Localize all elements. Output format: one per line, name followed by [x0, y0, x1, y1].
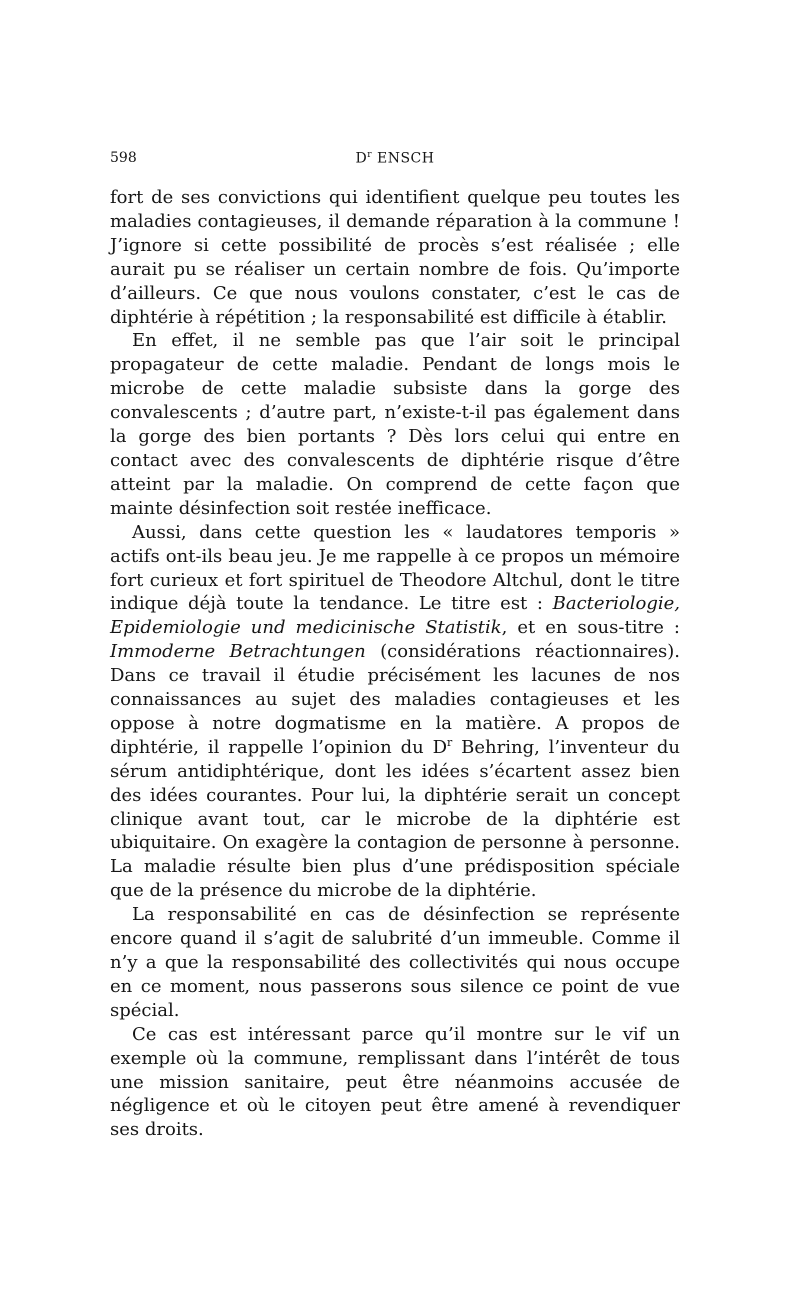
running-head-name: ENSCH	[372, 150, 435, 167]
book-subtitle: Immoderne Betrachtungen	[110, 641, 366, 663]
paragraph-3-part-3: (considérations réactionnaires). Dans ce travail il étudie précisément les lacunes de nos connaissances au sujet des maladies contagieuses et les oppose à notre dogmatisme en la matière. A propos de diphtérie, il rappelle l’opinion du D	[110, 641, 680, 758]
paragraph-3-part-2: , et en sous-titre :	[501, 617, 680, 639]
paragraph-5: Ce cas est intéressant parce qu’il montre sur le vif un exemple où la commune, remplissant dans l’intérêt de tous une mission sanitaire, peut être néanmoins accusée de négligence et où le citoyen peut être amené à revendiquer ses droits.	[110, 1023, 680, 1141]
paragraph-2: En effet, il ne semble pas que l’air soit le principal propagateur de cette maladie. Pendant de longs mois le microbe de cette maladie subsiste dans la gorge des convalescents ; d’autre part, n’existe-t-il pas également dans la gorge des bien portants ? Dès lors celui qui entre en contact avec des convalescents de diphtérie risque d’être atteint par la maladie. On comprend de cette façon que mainte désinfection soit restée inefficace.	[110, 330, 680, 519]
page-number: 598	[110, 150, 137, 166]
paragraph-3	[110, 521, 680, 904]
paragraph-4: La responsabilité en cas de désinfection se représente encore quand il s’agit de salubrité d’un immeuble. Comme il n’y a que la responsabilité des collectivités qui nous occupe en ce moment, nous passerons sous silence ce point de vue spécial.	[110, 904, 680, 1021]
paragraph-1: fort de ses convictions qui identifient quelque peu toutes les maladies contagieuses, il demande réparation à la commune ! J’ignore si cette possibilité de procès s’est réalisée ; elle aurait pu se réaliser un certain nombre de fois. Qu’importe d’ailleurs. Ce que nous voulons constater, c’est le cas de diphtérie à répétition ; la responsabilité est difficile à établir.	[110, 187, 680, 328]
paragraph-3-part-1: Aussi, dans cette question les « laudatores temporis » actifs ont-ils beau jeu. Je me rappelle à ce propos un mémoire fort curieux et fort spirituel de Theodore Altchul, dont le titre indique déjà toute la tendance. Le titre est :	[110, 521, 680, 615]
running-head-prefix: D	[355, 150, 368, 167]
page-header	[110, 150, 680, 172]
page-body	[110, 186, 680, 1142]
book-title: Bacteriologie, Epidemiologie und medicinische Statistik	[110, 593, 680, 639]
running-head	[110, 150, 680, 167]
running-head-sup: r	[367, 150, 373, 160]
doctor-sup: r	[447, 735, 453, 749]
paragraph-3-part-4: Behring, l’inventeur du sérum antidiphtérique, dont les idées s’écartent assez bien des idées courantes. Pour lui, la diphtérie serait un concept clinique avant tout, car le microbe de la diphtérie est ubiquitaire. On exagère la contagion de personne à personne. La maladie résulte bien plus d’une prédisposition spéciale que de la présence du microbe de la diphtérie.	[110, 736, 680, 902]
